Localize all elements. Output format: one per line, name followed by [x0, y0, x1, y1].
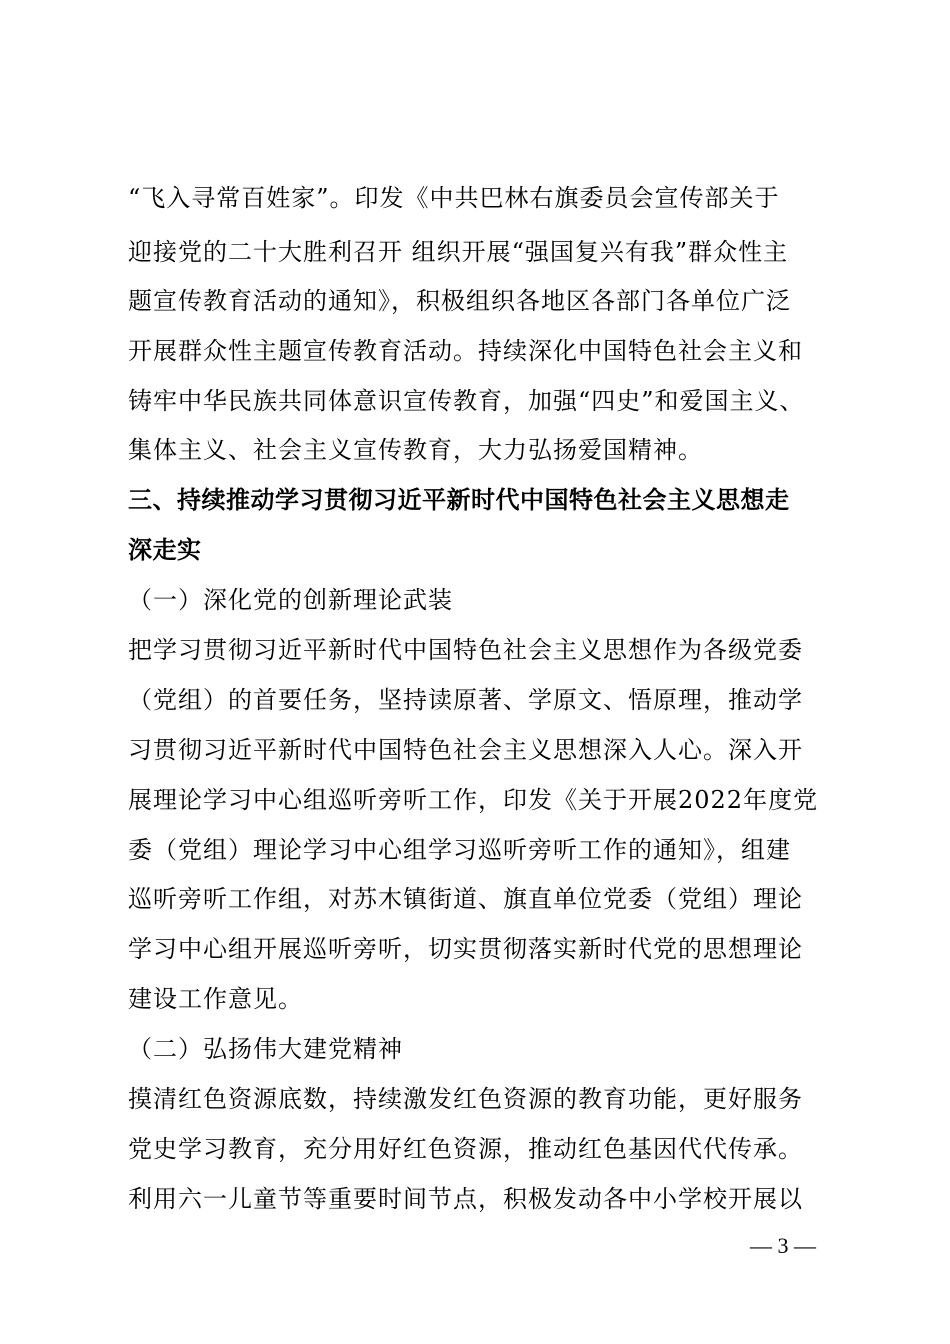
- body-text-line: 学习中心组开展巡听旁听，切实贯彻落实新时代党的思想理论: [128, 935, 803, 963]
- body-text-line: 建设工作意见。: [128, 985, 303, 1013]
- body-text-line: 利用六一儿童节等重要时间节点，积极发动各中小学校开展以: [128, 1185, 803, 1213]
- body-text-line: 党史学习教育，充分用好红色资源，推动红色基因代代传承。: [128, 1135, 803, 1163]
- body-text-line: 展理论学习中心组巡听旁听工作，印发《关于开展2022年度党: [128, 786, 819, 814]
- body-text-line: 委（党组）理论学习中心组学习巡听旁听工作的通知》，组建: [128, 836, 791, 864]
- body-text-line: 巡听旁听工作组，对苏木镇街道、旗直单位党委（党组）理论: [128, 885, 803, 913]
- subsection-heading: （一）深化党的创新理论武装: [128, 586, 453, 614]
- body-text-line: （党组）的首要任务，坚持读原著、学原文、悟原理，推动学: [128, 686, 803, 714]
- page-number: — 3 —: [750, 1233, 816, 1258]
- body-text-line: “飞入寻常百姓家”。印发《中共巴林右旗委员会宣传部关于: [128, 184, 780, 212]
- body-text-line: 摸清红色资源底数，持续激发红色资源的教育功能，更好服务: [128, 1085, 803, 1113]
- body-text-line: 题宣传教育活动的通知》，积极组织各地区各部门各单位广泛: [128, 287, 791, 315]
- body-text-line: 开展群众性主题宣传教育活动。持续深化中国特色社会主义和: [128, 337, 803, 365]
- section-heading: 深走实: [128, 536, 202, 564]
- body-text-line: 迎接党的二十大胜利召开 组织开展“强国复兴有我”群众性主: [128, 238, 789, 266]
- body-text-line: 习贯彻习近平新时代中国特色社会主义思想深入人心。深入开: [128, 736, 803, 764]
- section-heading: 三、持续推动学习贯彻习近平新时代中国特色社会主义思想走: [128, 486, 790, 514]
- body-text-line: 把学习贯彻习近平新时代中国特色社会主义思想作为各级党委: [128, 636, 803, 664]
- body-text-line: 铸牢中华民族共同体意识宣传教育，加强“四史”和爱国主义、: [128, 387, 805, 415]
- body-text-line: 集体主义、社会主义宣传教育，大力弘扬爱国精神。: [128, 436, 703, 464]
- subsection-heading: （二）弘扬伟大建党精神: [128, 1035, 403, 1063]
